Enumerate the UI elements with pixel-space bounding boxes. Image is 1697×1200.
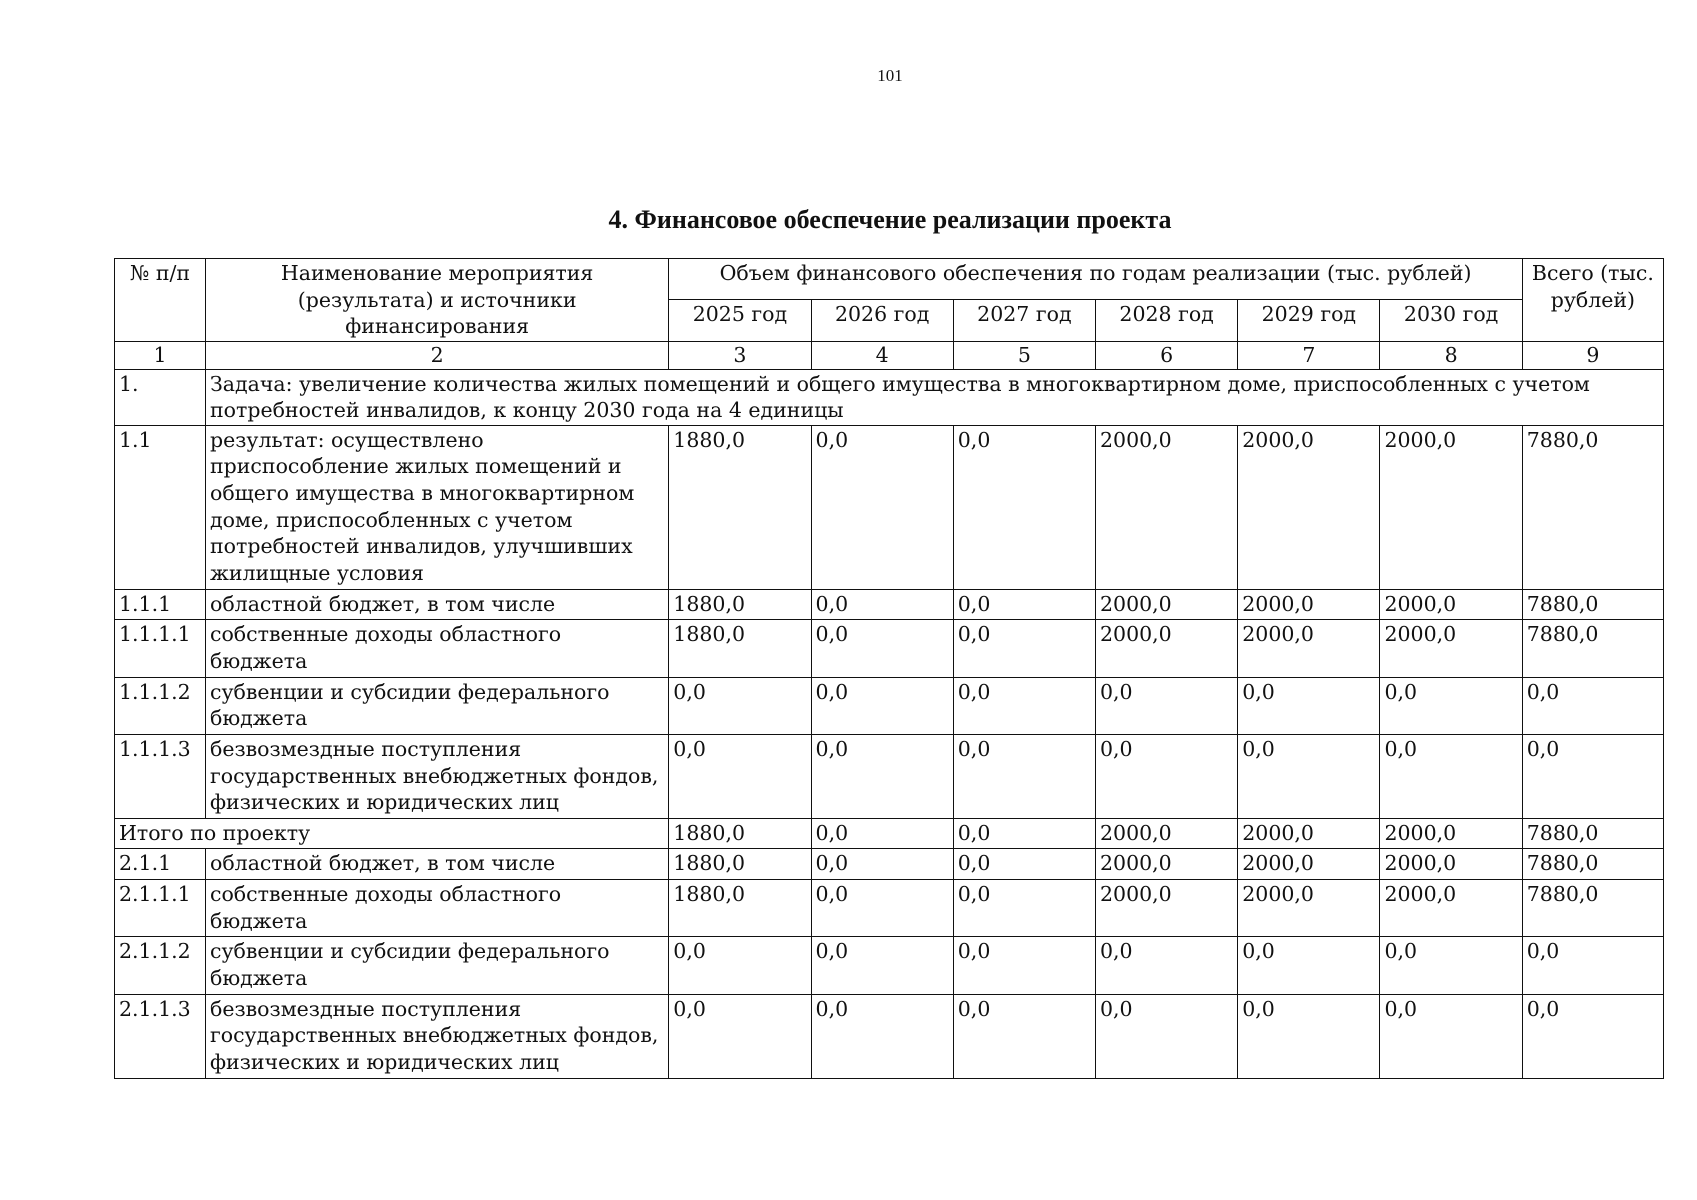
column-number: 9: [1522, 341, 1663, 369]
table-row: [115, 620, 1664, 677]
financing-table: [114, 258, 1664, 1079]
table-body-section-1: [115, 425, 1664, 818]
task-text: Задача: увеличение количества жилых помещений и общего имущества в многоквартирном доме, приспособленных с учетом потребностей инвалидов, к концу 2030 года на 4 единицы: [205, 369, 1663, 425]
row-value: 7880,0: [1522, 880, 1663, 937]
row-value: 1880,0: [669, 620, 811, 677]
row-name: безвозмездные поступления государственных внебюджетных фондов, физических и юридических лиц: [205, 994, 668, 1078]
row-value: 0,0: [669, 994, 811, 1078]
row-name: собственные доходы областного бюджета: [205, 880, 668, 937]
row-name: субвенции и субсидии федерального бюджета: [205, 677, 668, 734]
page-title: 4. Финансовое обеспечение реализации проекта: [608, 205, 1172, 234]
task-row: [115, 369, 1664, 425]
row-value: 0,0: [953, 620, 1095, 677]
row-value: 0,0: [1238, 994, 1380, 1078]
row-name: результат: осуществлено приспособление жилых помещений и общего имущества в многоквартирном доме, приспособленных с учетом потребностей инвалидов, улучшивших жилищные условия: [205, 425, 668, 589]
row-value: 1880,0: [669, 880, 811, 937]
row-value: 1880,0: [669, 849, 811, 880]
total-value: 2000,0: [1096, 818, 1238, 849]
row-value: 0,0: [1096, 677, 1238, 734]
row-value: 2000,0: [1096, 849, 1238, 880]
row-value: 2000,0: [1096, 589, 1238, 620]
row-name: субвенции и субсидии федерального бюджета: [205, 937, 668, 994]
table-body-section-2: [115, 849, 1664, 1078]
row-value: 0,0: [953, 589, 1095, 620]
row-value: 0,0: [953, 677, 1095, 734]
row-name: областной бюджет, в том числе: [205, 589, 668, 620]
row-value: 0,0: [811, 620, 953, 677]
column-numbers-row: [115, 341, 1664, 369]
column-number: 1: [115, 341, 206, 369]
table-row: [115, 937, 1664, 994]
row-name: областной бюджет, в том числе: [205, 849, 668, 880]
row-num: 2.1.1.3: [115, 994, 206, 1078]
row-value: 0,0: [1522, 994, 1663, 1078]
row-value: 2000,0: [1380, 849, 1522, 880]
row-value: 0,0: [1522, 677, 1663, 734]
total-row: [115, 818, 1664, 849]
row-value: 0,0: [811, 849, 953, 880]
row-value: 0,0: [1522, 937, 1663, 994]
row-num: 1.1.1.3: [115, 734, 206, 818]
column-number: 7: [1238, 341, 1380, 369]
row-value: 0,0: [811, 589, 953, 620]
row-value: 0,0: [953, 425, 1095, 589]
header-volume: Объем финансового обеспечения по годам реализации (тыс. рублей): [669, 259, 1522, 300]
row-value: 0,0: [811, 937, 953, 994]
row-num: 2.1.1.1: [115, 880, 206, 937]
column-number: 3: [669, 341, 811, 369]
row-value: 0,0: [811, 425, 953, 589]
row-value: 2000,0: [1238, 880, 1380, 937]
row-value: 0,0: [1238, 937, 1380, 994]
table-header: [115, 259, 1664, 370]
row-value: 1880,0: [669, 425, 811, 589]
total-value: 2000,0: [1238, 818, 1380, 849]
row-value: 2000,0: [1096, 620, 1238, 677]
row-value: 2000,0: [1238, 425, 1380, 589]
header-year: 2026 год: [811, 300, 953, 341]
row-value: 0,0: [811, 677, 953, 734]
row-value: 0,0: [953, 937, 1095, 994]
table-row: [115, 849, 1664, 880]
row-value: 2000,0: [1238, 849, 1380, 880]
row-num: 2.1.1: [115, 849, 206, 880]
header-total: Всего (тыс. рублей): [1522, 259, 1663, 342]
row-value: 0,0: [669, 677, 811, 734]
row-value: 0,0: [1522, 734, 1663, 818]
column-number: 6: [1096, 341, 1238, 369]
row-value: 0,0: [953, 880, 1095, 937]
row-value: 0,0: [1380, 677, 1522, 734]
row-value: 0,0: [1096, 994, 1238, 1078]
row-value: 2000,0: [1380, 425, 1522, 589]
row-value: 2000,0: [1238, 620, 1380, 677]
row-value: 0,0: [1238, 677, 1380, 734]
header-name: Наименование мероприятия (результата) и источники финансирования: [205, 259, 668, 342]
row-value: 7880,0: [1522, 849, 1663, 880]
row-value: 0,0: [1380, 937, 1522, 994]
row-value: 2000,0: [1380, 620, 1522, 677]
row-value: 2000,0: [1380, 880, 1522, 937]
row-value: 0,0: [1096, 937, 1238, 994]
row-value: 0,0: [1096, 734, 1238, 818]
header-year: 2029 год: [1238, 300, 1380, 341]
table-row: [115, 734, 1664, 818]
row-value: 0,0: [669, 937, 811, 994]
row-value: 7880,0: [1522, 589, 1663, 620]
row-value: 7880,0: [1522, 620, 1663, 677]
table-row: [115, 425, 1664, 589]
total-value: 2000,0: [1380, 818, 1522, 849]
column-number: 8: [1380, 341, 1522, 369]
column-number: 4: [811, 341, 953, 369]
row-value: 7880,0: [1522, 425, 1663, 589]
table-row: [115, 677, 1664, 734]
table-row: [115, 994, 1664, 1078]
row-value: 2000,0: [1238, 589, 1380, 620]
total-value: 0,0: [811, 818, 953, 849]
total-value: 7880,0: [1522, 818, 1663, 849]
row-value: 2000,0: [1096, 880, 1238, 937]
task-num: 1.: [115, 369, 206, 425]
row-num: 1.1.1.2: [115, 677, 206, 734]
row-value: 2000,0: [1380, 589, 1522, 620]
table-row: [115, 880, 1664, 937]
row-num: 1.1.1.1: [115, 620, 206, 677]
row-value: 0,0: [811, 994, 953, 1078]
row-value: 0,0: [1238, 734, 1380, 818]
header-year: 2027 год: [953, 300, 1095, 341]
row-num: 2.1.1.2: [115, 937, 206, 994]
row-value: 2000,0: [1096, 425, 1238, 589]
row-value: 0,0: [953, 849, 1095, 880]
total-value: 0,0: [953, 818, 1095, 849]
row-num: 1.1: [115, 425, 206, 589]
column-number: 5: [953, 341, 1095, 369]
row-value: 0,0: [1380, 734, 1522, 818]
row-value: 0,0: [1380, 994, 1522, 1078]
row-value: 1880,0: [669, 589, 811, 620]
row-value: 0,0: [811, 880, 953, 937]
total-label: Итого по проекту: [115, 818, 669, 849]
row-name: собственные доходы областного бюджета: [205, 620, 668, 677]
column-number: 2: [205, 341, 668, 369]
row-num: 1.1.1: [115, 589, 206, 620]
header-num: № п/п: [115, 259, 206, 342]
header-year: 2025 год: [669, 300, 811, 341]
row-value: 0,0: [811, 734, 953, 818]
header-year: 2030 год: [1380, 300, 1522, 341]
total-value: 1880,0: [669, 818, 811, 849]
row-value: 0,0: [953, 994, 1095, 1078]
page-number: 101: [877, 66, 903, 85]
row-value: 0,0: [669, 734, 811, 818]
table-row: [115, 589, 1664, 620]
row-name: безвозмездные поступления государственных внебюджетных фондов, физических и юридических лиц: [205, 734, 668, 818]
row-value: 0,0: [953, 734, 1095, 818]
header-year: 2028 год: [1096, 300, 1238, 341]
